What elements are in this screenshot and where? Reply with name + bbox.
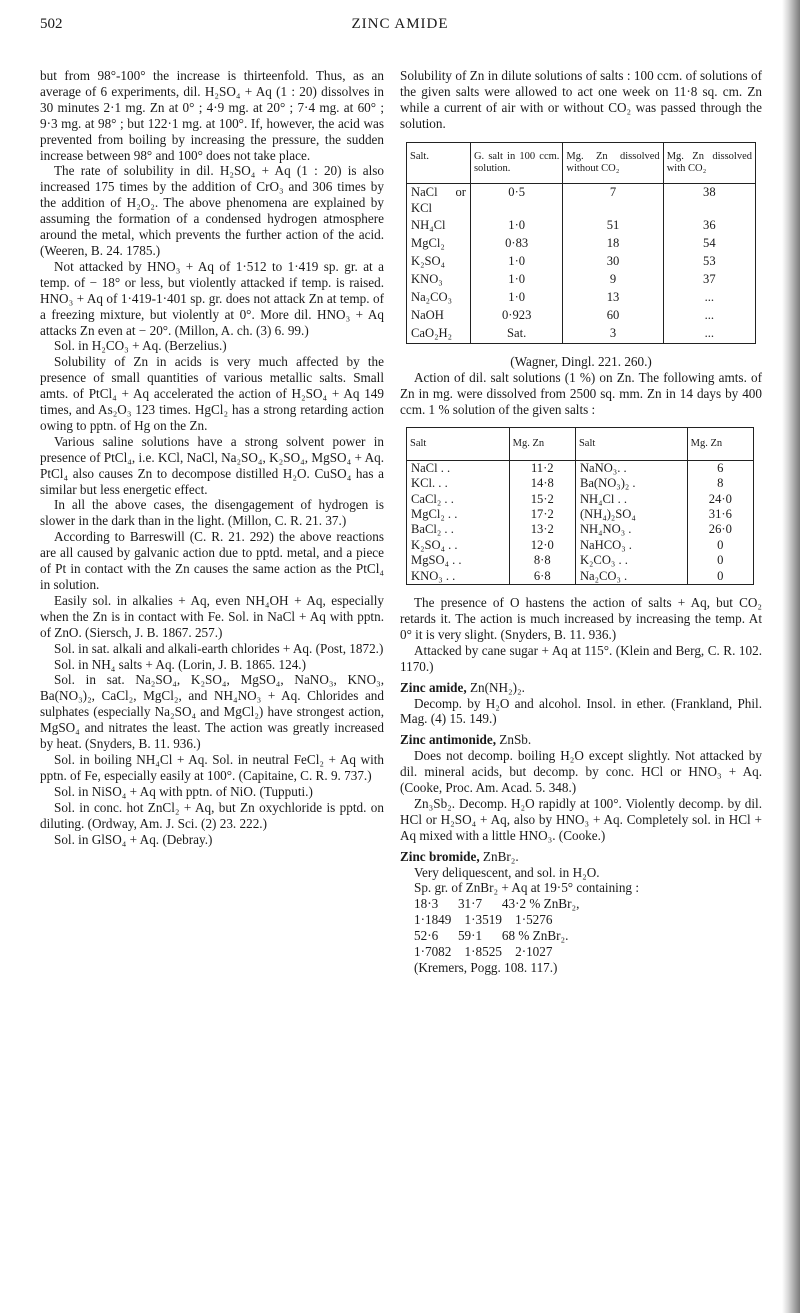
table-row: [407, 325, 756, 343]
page-edge-shadow: [782, 0, 800, 1313]
table-header: Salt.: [407, 142, 471, 183]
table-row: [407, 553, 754, 568]
paragraph: Action of dil. salt solutions (1 %) on Zn. The following amts. of Zn in mg. were dissolved from 2500 sq. mm. Zn in 14 days by 400 ccm. 1 % solution of the given salts :: [400, 369, 762, 417]
table-cell: 6·8: [509, 569, 575, 585]
paragraph: (Kremers, Pogg. 108. 117.): [414, 960, 558, 975]
section-heading-antimonide: [400, 732, 762, 748]
table-cell: 38: [663, 183, 755, 217]
table-cell: CaO₂H₂: [407, 325, 471, 343]
table-cell: 1·0: [470, 289, 562, 307]
table-cell: Na₂CO₃: [407, 289, 471, 307]
paragraph: Zn₃Sb₂. Decomp. H₂O rapidly at 100°. Violently decomp. by dil. HCl or H₂SO₄ + Aq, also by HNO₃ + Aq. Completely sol. in HCl + Aq mixed with a little HNO₃. (Cooke.): [400, 795, 762, 843]
table-header: Mg. Zn dissolved without CO₂: [563, 142, 663, 183]
table-cell: 7: [563, 183, 663, 217]
table-row: [407, 183, 756, 217]
running-title: ZINC AMIDE: [351, 16, 449, 32]
table-row: [407, 476, 754, 491]
table-row: [407, 522, 754, 537]
table-cell: 12·0: [509, 538, 575, 553]
section-formula: ZnSb.: [499, 732, 532, 748]
section-formula: ZnBr₂.: [482, 848, 519, 864]
paragraph: Sol. in NiSO₄ + Aq with pptn. of NiO. (Tupputi.): [54, 783, 313, 799]
table-row: [407, 460, 754, 476]
table-cell: KCl. . .: [407, 476, 510, 491]
table-cell: 53: [663, 253, 755, 271]
paragraph: Attacked by cane sugar + Aq at 115°. (Klein and Berg, C. R. 102. 1170.): [400, 642, 762, 674]
paragraph: Sol. in NH₄ salts + Aq. (Lorin, J. B. 1865. 124.): [54, 656, 306, 672]
table-cell: 1·0: [470, 217, 562, 235]
paragraph: but from 98°-100° the increase is thirteenfold. Thus, as an average of 6 experiments, dil. H₂SO₄ + Aq (1 : 20) dissolves in 30 minutes 2·1 mg. Zn at 0° ; 4·9 mg. at 20° ; 7·4 mg. at 60° ; 9·3 mg. at 98° ; but 122·1 mg. at 100°. If, however, the acid was prevented from boiling by increasing the pressure, the sudden increase between 98° and 100° does not take place.: [40, 68, 384, 163]
table-row: [407, 217, 756, 235]
table-cell: 0: [687, 538, 753, 553]
paragraph: Sol. in sat. alkali and alkali-earth chlorides + Aq. (Post, 1872.): [54, 640, 384, 656]
left-column: [40, 68, 384, 847]
table-cell: MgCl₂ . .: [407, 507, 510, 522]
paragraph: Sol. in H₂CO₃ + Aq. (Berzelius.): [54, 338, 227, 354]
section-heading-bromide: [400, 849, 762, 865]
table-cell: 13: [563, 289, 663, 307]
table-cell: 13·2: [509, 522, 575, 537]
table-cell: 31·6: [687, 507, 753, 522]
table-cell: 18: [563, 235, 663, 253]
table-cell: 14·8: [509, 476, 575, 491]
table-cell: 30: [563, 253, 663, 271]
table-row: [407, 271, 756, 289]
bromide-data-row: 52·6 59·1 68 % ZnBr₂.: [414, 928, 569, 944]
table-cell: BaCl₂ . .: [407, 522, 510, 537]
table-cell: 37: [663, 271, 755, 289]
paragraph: The presence of O hastens the action of salts + Aq, but CO₂ retards it. The action is much increased by increasing the temp. At 0° it is very slight. (Snyders, B. 11. 936.): [400, 595, 762, 642]
bromide-data-row: 18·3 31·7 43·2 % ZnBr₂,: [414, 896, 580, 912]
table-cell: 36: [663, 217, 755, 235]
table-header: Salt: [575, 428, 687, 460]
section-heading-amide: [400, 680, 762, 696]
table-cell: KNO₃: [407, 271, 471, 289]
table-cell: CaCl₂ . .: [407, 492, 510, 507]
section-title: Zinc amide,: [400, 679, 467, 695]
table-cell: Na₂CO₃ .: [575, 569, 687, 585]
table-cell: 0·83: [470, 235, 562, 253]
table-cell: NH₄Cl . .: [575, 492, 687, 507]
paragraph: Sol. in sat. Na₂SO₄, K₂SO₄, MgSO₄, NaNO₃, KNO₃, Ba(NO₃)₂, CaCl₂, MgCl₂, and NH₄NO₃ + Aq. Chlorides and sulphates (especially Na₂SO₄ and MgCl₂) have strongest action, MgSO₄ and nitrates the least. The action was greatly increased by heat. (Snyders, B. 11. 936.): [40, 672, 384, 752]
table-row: [407, 235, 756, 253]
table-cell: 15·2: [509, 492, 575, 507]
table-cell: 8·8: [509, 553, 575, 568]
table-cell: 8: [687, 476, 753, 491]
table-row: [407, 289, 756, 307]
table-cell: 0·923: [470, 307, 562, 325]
table-cell: Ba(NO₃)₂ .: [575, 476, 687, 491]
table-cell: 9: [563, 271, 663, 289]
table-cell: NH₄Cl: [407, 217, 471, 235]
paragraph: Does not decomp. boiling H₂O except slightly. Not attacked by dil. mineral acids, but decomp. by conc. HCl or HNO₃ + Aq. (Cooke, Proc. Am. Acad. 5. 348.): [400, 748, 762, 796]
paragraph: Easily sol. in alkalies + Aq, even NH₄OH + Aq, especially when the Zn is in contact with Fe. Sol. in NaCl + Aq with pptn. of ZnO. (Siersch, J. B. 1867. 257.): [40, 592, 384, 640]
table-cell: K₂SO₄: [407, 253, 471, 271]
table-cell: ...: [663, 289, 755, 307]
page-header: [0, 16, 800, 40]
table-cell: 17·2: [509, 507, 575, 522]
paragraph: The rate of solubility in dil. H₂SO₄ + Aq (1 : 20) is also increased 175 times by the addition of CrO₃ and 306 times by the addition of H₂O₂. The above phenomena are explained by assuming the formation of a condensed hydrogen atmosphere around the metal, which prevents the further action of the acid. (Weeren, B. 24. 1785.): [40, 163, 384, 258]
table-cell: 54: [663, 235, 755, 253]
table-cell: MgCl₂: [407, 235, 471, 253]
paragraph: Not attacked by HNO₃ + Aq of 1·512 to 1·419 sp. gr. at a temp. of − 18° or less, but violently attacked if temp. is raised. HNO₃ + Aq of 1·419-1·401 sp. gr. does not attack Zn at temp. of a freezing mixture, but violently at 0°. More dil. HNO₃ + Aq attacks Zn even at − 20°. (Millon, A. ch. (3) 6. 99.): [40, 258, 384, 338]
table-cell: MgSO₄ . .: [407, 553, 510, 568]
table-cell: 24·0: [687, 492, 753, 507]
table-cell: 26·0: [687, 522, 753, 537]
table-cell: K₂SO₄ . .: [407, 538, 510, 553]
table-cell: 0·5: [470, 183, 562, 217]
table-cell: Sat.: [470, 325, 562, 343]
paragraph: Sol. in GlSO₄ + Aq. (Debray.): [54, 831, 213, 847]
table-cell: NaHCO₃ .: [575, 538, 687, 553]
table-cell: 60: [563, 307, 663, 325]
bromide-data-row: 1·1849 1·3519 1·5276: [414, 912, 553, 928]
table-row: [407, 253, 756, 271]
table-cell: 11·2: [509, 460, 575, 476]
table-row: [407, 507, 754, 522]
table-cell: 0: [687, 569, 753, 585]
table-cell: 1·0: [470, 271, 562, 289]
paragraph: Very deliquescent, and sol. in H₂O.: [414, 864, 600, 880]
bromide-data-row: 1·7082 1·8525 2·1027: [414, 944, 553, 960]
paragraph: Sp. gr. of ZnBr₂ + Aq at 19·5° containing :: [414, 880, 639, 896]
page-number: 502: [40, 16, 63, 32]
table-row: [407, 538, 754, 553]
paragraph: Sol. in conc. hot ZnCl₂ + Aq, but Zn oxychloride is pptd. on diluting. (Ordway, Am. J. Sci. (2) 23. 222.): [40, 799, 384, 831]
section-formula: Zn(NH₂)₂.: [469, 679, 525, 695]
paragraph: Sol. in boiling NH₄Cl + Aq. Sol. in neutral FeCl₂ + Aq with pptn. of Fe, especially easily at 100°. (Capitaine, C. R. 9. 737.): [40, 751, 384, 783]
table-source: (Wagner, Dingl. 221. 260.): [510, 353, 652, 369]
table-header: Mg. Zn: [509, 428, 575, 460]
table-header: Salt: [407, 428, 510, 460]
table-cell: NH₄NO₃ .: [575, 522, 687, 537]
table-header: Mg. Zn: [687, 428, 753, 460]
paragraph: Various saline solutions have a strong solvent power in presence of PtCl₄, i.e. KCl, NaCl, Na₂SO₄, K₂SO₄, MgSO₄ + Aq. PtCl₄ also causes Zn to decompose distilled H₂O. CuSO₄ has a similar but less energetic effect.: [40, 433, 384, 497]
section-title: Zinc bromide,: [400, 848, 480, 864]
salt-solubility-table: [406, 142, 756, 344]
table-cell: K₂CO₃ . .: [575, 553, 687, 568]
right-column: [400, 68, 762, 976]
table-header: G. salt in 100 ccm. solution.: [470, 142, 562, 183]
table-row: [407, 492, 754, 507]
table-cell: NaOH: [407, 307, 471, 325]
table-cell: 51: [563, 217, 663, 235]
table-cell: NaCl . .: [407, 460, 510, 476]
salt-action-table: [406, 427, 754, 585]
table-cell: NaCl or KCl: [407, 183, 471, 217]
paragraph: In all the above cases, the disengagement of hydrogen is slower in the dark than in the light. (Millon, C. R. 21. 37.): [40, 497, 384, 529]
section-title: Zinc antimonide,: [400, 732, 496, 748]
table-cell: KNO₃ . .: [407, 569, 510, 585]
table-cell: NaNO₃. .: [575, 460, 687, 476]
solubility-intro: Solubility of Zn in dilute solutions of salts : 100 ccm. of solutions of the given salts were allowed to act one week on 11·8 sq. cm. Zn while a current of air with or without CO₂ was passed through the solution.: [400, 68, 762, 131]
table-header: Mg. Zn dissolved with CO₂: [663, 142, 755, 183]
table-cell: ...: [663, 325, 755, 343]
table-cell: (NH₄)₂SO₄: [575, 507, 687, 522]
table-row: [407, 569, 754, 585]
table-cell: 6: [687, 460, 753, 476]
table-cell: ...: [663, 307, 755, 325]
paragraph: According to Barreswill (C. R. 21. 292) the above reactions are all caused by galvanic action due to pptd. metal, and a piece of Pt in contact with the Zn causes the same action as the PtCl₄ in solution.: [40, 529, 384, 592]
table-row: [407, 307, 756, 325]
paragraph: Solubility of Zn in acids is very much affected by the presence of small quantities of various metallic salts. Small amts. of PtCl₄ + Aq accelerated the action of H₂SO₄ + Aq 149 times, and As₂O₃ 123 times. HgCl₂ has a strong retarding action owing to pptn. of Hg on the Zn.: [40, 354, 384, 433]
table-cell: 0: [687, 553, 753, 568]
table-cell: 3: [563, 325, 663, 343]
paragraph: Decomp. by H₂O and alcohol. Insol. in ether. (Frankland, Phil. Mag. (4) 15. 149.): [400, 695, 762, 727]
table-cell: 1·0: [470, 253, 562, 271]
